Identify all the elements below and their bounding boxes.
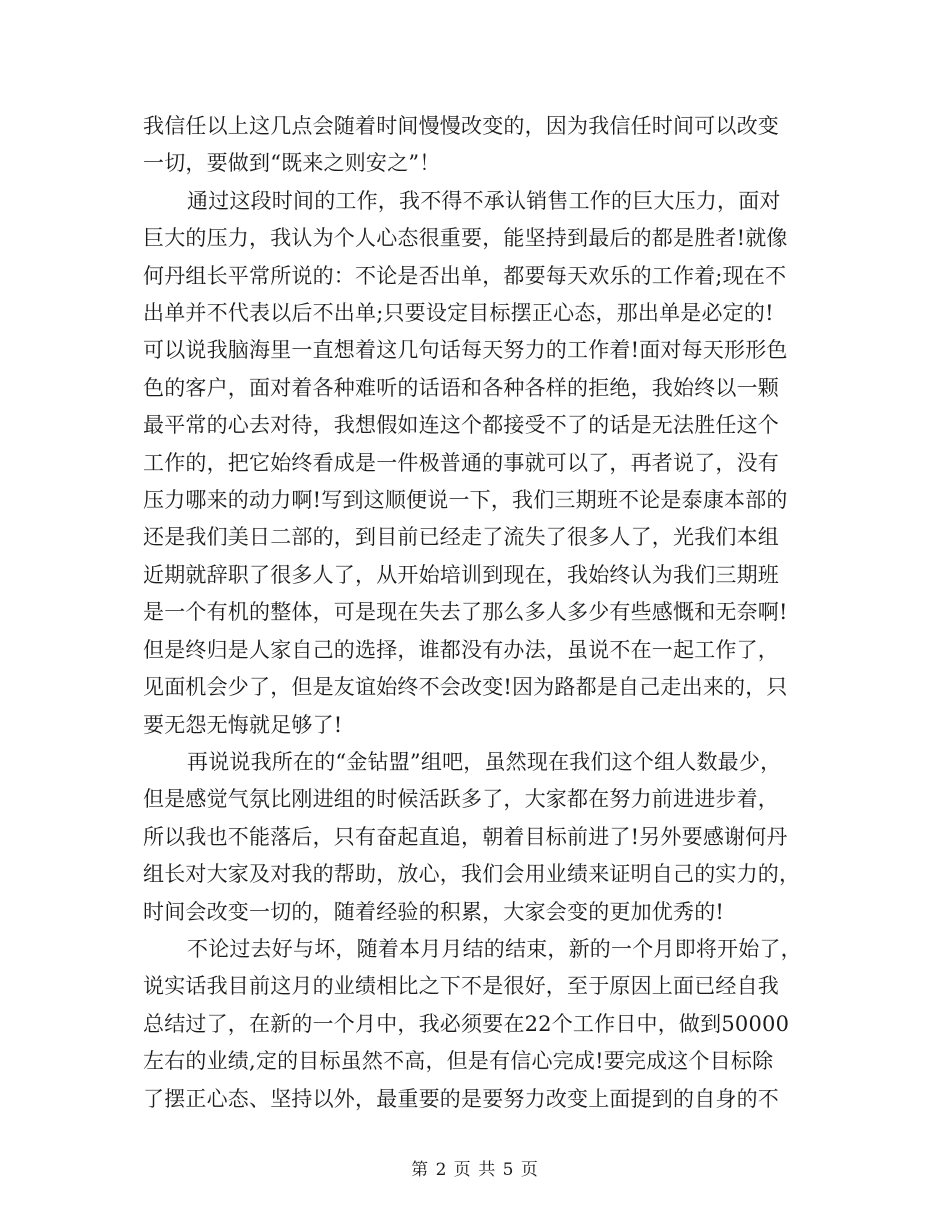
text-line: 一切，要做到“既来之则安之”！ [143,151,441,176]
text-line: 时间会改变一切的，随着经验的积累，大家会变的更加优秀的! [143,899,725,924]
paragraph-2 [143,183,823,744]
text-line: 总结过了，在新的一个月中，我必须要在22个工作日中，做到50000 [143,1011,790,1036]
document-body [143,108,823,1118]
text-line: 见面机会少了，但是友谊始终不会改变!因为路都是自己走出来的，只 [143,675,788,700]
text-line: 左右的业绩,定的目标虽然不高，但是有信心完成!要完成这个目标除 [143,1049,774,1074]
text-line: 出单并不代表以后不出单;只要设定目标摆正心态，那出单是必定的! [143,301,774,326]
text-line: 通过这段时间的工作，我不得不承认销售工作的巨大压力，面对 [187,188,781,213]
text-line: 要无怨无悔就足够了! [143,712,343,737]
text-line: 但是感觉气氛比刚进组的时候活跃多了，大家都在努力前进进步着， [143,787,779,812]
text-line: 近期就辞职了很多人了，从开始培训到现在，我始终认为我们三期班 [143,562,779,587]
text-line: 是一个有机的整体，可是现在失去了那么多人多少有些感慨和无奈啊! [143,600,788,625]
text-line: 我信任以上这几点会随着时间慢慢改变的，因为我信任时间可以改变 [143,114,779,138]
text-line: 巨大的压力，我认为个人心态很重要，能坚持到最后的都是胜者!就像 [143,226,788,251]
text-line: 所以我也不能落后，只有奋起直追，朝着目标前进了!另外要感谢何丹 [143,824,788,849]
text-line: 工作的，把它始终看成是一件极普通的事就可以了，再者说了，没有 [143,450,779,475]
text-line: 还是我们美日二部的，到目前已经走了流失了很多人了，光我们本组 [143,525,779,550]
text-line: 但是终归是人家自己的选择，谁都没有办法，虽说不在一起工作了， [143,637,779,662]
text-line: 不论过去好与坏，随着本月月结的结束，新的一个月即将开始了， [187,936,802,961]
text-line: 可以说我脑海里一直想着这几句话每天努力的工作着!面对每天形形色 [143,338,788,363]
text-line: 最平常的心去对待，我想假如连这个都接受不了的话是无法胜任这个 [143,413,779,438]
paragraph-1 [143,108,823,183]
text-line: 说实话我目前这月的业绩相比之下不是很好，至于原因上面已经自我 [143,974,779,999]
paragraph-3 [143,744,823,931]
page-footer: 第 2 页 共 5 页 [411,1160,539,1180]
text-line: 了摆正心态、坚持以外，最重要的是要努力改变上面提到的自身的不 [143,1086,779,1111]
text-line: 何丹组长平常所说的：不论是否出单，都要每天欢乐的工作着;现在不 [143,263,787,288]
text-line: 色的客户，面对着各种难听的话语和各种各样的拒绝，我始终以一颗 [143,375,779,400]
paragraph-4 [143,931,823,1118]
text-line: 组长对大家及对我的帮助，放心，我们会用业绩来证明自己的实力的， [143,862,801,887]
text-line: 再说说我所在的“金钻盟”组吧，虽然现在我们这个组人数最少， [187,749,782,774]
text-line: 压力哪来的动力啊!写到这顺便说一下，我们三期班不论是泰康本部的 [143,488,788,513]
